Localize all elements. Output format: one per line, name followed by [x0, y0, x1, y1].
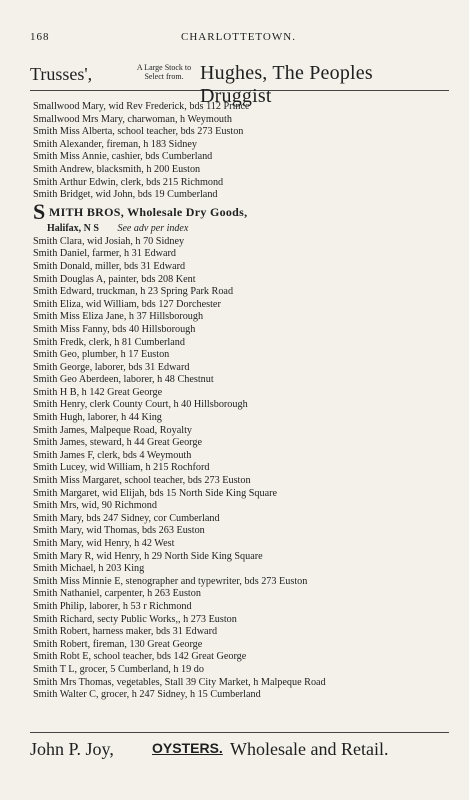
- directory-entry: Smith James, Malpeque Road, Royalty: [33, 424, 193, 436]
- directory-entry: Smith Eliza, wid William, bds 127 Dorchester: [33, 298, 221, 310]
- directory-entry: Smith Donald, miller, bds 31 Edward: [33, 260, 186, 272]
- directory-entry: Smith Mrs, wid, 90 Richmond: [33, 500, 157, 512]
- directory-entry: Smith T L, grocer, 5 Cumberland, h 19 do: [33, 663, 204, 675]
- page-header: [30, 31, 447, 45]
- entries-group-a: [33, 101, 459, 202]
- directory-entry: Smith Mary, bds 247 Sidney, cor Cumberland: [33, 512, 220, 524]
- smith-bros-location: Halifax, N S: [47, 222, 99, 234]
- ad-oysters: OYSTERS.: [152, 740, 223, 756]
- directory-entry: Smith Robt E, school teacher, bds 142 Great George: [33, 651, 247, 663]
- directory-entry: Smith Michael, h 203 King: [33, 563, 145, 575]
- smith-bros-sub: [33, 223, 459, 236]
- directory-entry: Smith Mrs Thomas, vegetables, Stall 39 City Market, h Malpeque Road: [33, 676, 326, 688]
- directory-entry: Smith George, laborer, bds 31 Edward: [33, 361, 190, 373]
- drop-initial: S: [33, 198, 46, 224]
- directory-entry: Smith Robert, fireman, 130 Great George: [33, 638, 203, 650]
- directory-entry: Smith Douglas A, painter, bds 208 Kent: [33, 273, 196, 285]
- running-title: CHARLOTTETOWN.: [181, 31, 296, 43]
- smith-bros-entry: [33, 198, 459, 224]
- directory-entry: Smith Nathaniel, carpenter, h 263 Euston: [33, 588, 201, 600]
- directory-entry: Smallwood Mrs Mary, charwoman, h Weymouth: [33, 113, 232, 125]
- directory-entry: Smith Mary R, wid Henry, h 29 North Side King Square: [33, 550, 263, 562]
- directory-entry: Smith Richard, secty Public Works,, h 273 Euston: [33, 613, 237, 625]
- directory-entry: Smith Clara, wid Josiah, h 70 Sidney: [33, 235, 185, 247]
- smith-bros-name: MITH BROS, Wholesale Dry Goods,: [49, 204, 248, 219]
- directory-entry: Smith Geo Aberdeen, laborer, h 48 Chestnut: [33, 374, 214, 386]
- directory-entry: Smith Edward, truckman, h 23 Spring Park Road: [33, 286, 234, 298]
- ad-joy-name: John P. Joy,: [30, 739, 114, 759]
- directory-entry: Smallwood Mary, wid Rev Frederick, bds 112 Prince: [33, 101, 250, 112]
- directory-entry: Smith Margaret, wid Elijah, bds 15 North Side King Square: [33, 487, 278, 499]
- entries-group-b: [33, 236, 459, 702]
- directory-entry: Smith Henry, clerk County Court, h 40 Hillsborough: [33, 399, 248, 411]
- directory-listing: [33, 101, 459, 702]
- directory-entry: Smith Alexander, fireman, h 183 Sidney: [33, 138, 197, 150]
- directory-entry: Smith Fredk, clerk, h 81 Cumberland: [33, 336, 185, 348]
- directory-entry: Smith Bridget, wid John, bds 19 Cumberland: [33, 189, 218, 201]
- directory-entry: Smith Walter C, grocer, h 247 Sidney, h 15 Cumberland: [33, 689, 261, 701]
- page-number: 168: [30, 31, 50, 43]
- directory-entry: Smith Hugh, laborer, h 44 King: [33, 412, 162, 424]
- directory-entry: Smith Mary, wid Thomas, bds 263 Euston: [33, 525, 205, 537]
- ad-druggist-text: Hughes, The Peoples Druggist: [200, 62, 373, 107]
- directory-entry: Smith James, steward, h 44 Great George: [33, 437, 202, 449]
- ad-trusses-text: Trusses',: [30, 64, 93, 84]
- ad-wholesale-text: Wholesale and Retail.: [230, 739, 389, 759]
- directory-entry: Smith H B, h 142 Great George: [33, 386, 163, 398]
- directory-entry: Smith Robert, harness maker, bds 31 Edward: [33, 626, 218, 638]
- directory-entry: Smith Arthur Edwin, clerk, bds 215 Richmond: [33, 176, 224, 188]
- directory-entry: Smith Daniel, farmer, h 31 Edward: [33, 248, 177, 260]
- directory-entry: Smith Geo, plumber, h 17 Euston: [33, 349, 170, 361]
- directory-entry: Smith Philip, laborer, h 53 r Richmond: [33, 600, 192, 612]
- directory-entry: Smith Miss Margaret, school teacher, bds 273 Euston: [33, 475, 251, 487]
- smith-bros-adv-note: See adv per index: [117, 222, 189, 234]
- bottom-advertisement: [30, 732, 449, 763]
- ad-stock-text: A Large Stock to Select from.: [136, 63, 192, 81]
- directory-entry: Smith Mary, wid Henry, h 42 West: [33, 538, 175, 549]
- directory-entry: Smith Miss Annie, cashier, bds Cumberland: [33, 151, 213, 163]
- directory-entry: Smith Miss Minnie E, stenographer and typewriter, bds 273 Euston: [33, 575, 308, 587]
- directory-entry: Smith Miss Fanny, bds 40 Hillsborough: [33, 323, 196, 335]
- directory-entry: Smith Andrew, blacksmith, h 200 Euston: [33, 163, 201, 175]
- directory-entry: Smith Miss Eliza Jane, h 37 Hillsborough: [33, 311, 204, 323]
- directory-entry: Smith Miss Alberta, school teacher, bds 273 Euston: [33, 126, 244, 138]
- directory-entry: Smith Lucey, wid William, h 215 Rochford: [33, 462, 210, 474]
- directory-entry: Smith James F, clerk, bds 4 Weymouth: [33, 449, 192, 461]
